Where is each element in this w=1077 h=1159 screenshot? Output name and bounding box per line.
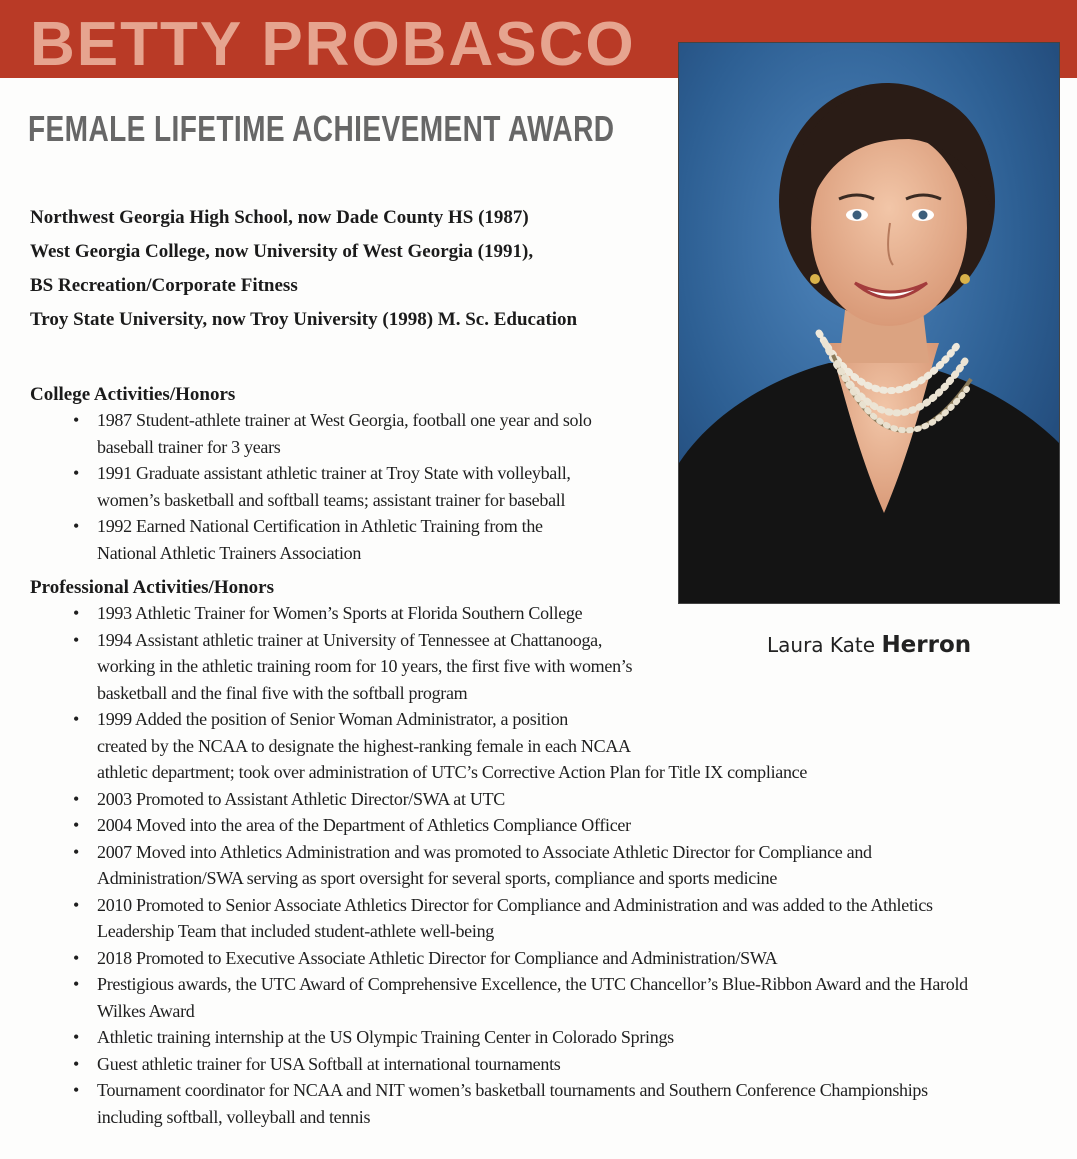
list-item <box>97 513 592 566</box>
list-item-line: National Athletic Trainers Association <box>97 542 362 563</box>
banner-title: BETTY PROBASCO <box>30 10 636 78</box>
list-item-line: including softball, volleyball and tennis <box>97 1106 371 1127</box>
list-item <box>97 786 968 813</box>
list-item-line: Wilkes Award <box>97 1000 195 1021</box>
list-item <box>97 706 968 786</box>
list-item <box>97 892 968 945</box>
list-item <box>97 839 968 892</box>
education-line: West Georgia College, now University of West Georgia (1991), <box>30 241 534 262</box>
professional-heading: Professional Activities/Honors <box>30 577 274 598</box>
list-item-line: • 1987 Student-athlete trainer at West Georgia, football one year and solo <box>97 410 592 430</box>
college-heading: College Activities/Honors <box>30 384 236 405</box>
education-line: Northwest Georgia High School, now Dade County HS (1987) <box>30 207 529 228</box>
list-item <box>97 407 592 460</box>
professional-list <box>97 600 968 1130</box>
list-item <box>97 971 968 1024</box>
honoree-photo <box>678 42 1060 604</box>
list-item <box>97 460 592 513</box>
list-item <box>97 627 968 707</box>
list-item <box>97 1077 968 1130</box>
list-item <box>97 600 968 627</box>
list-item-line: • 2010 Promoted to Senior Associate Athletics Director for Compliance and Administration and was added to the Athletics <box>97 894 933 915</box>
education-line: BS Recreation/Corporate Fitness <box>30 275 298 296</box>
education-list <box>30 201 577 337</box>
list-item-line: • 1991 Graduate assistant athletic trainer at Troy State with volleyball, <box>97 463 571 483</box>
list-item-line: • 1992 Earned National Certification in Athletic Training from the <box>97 516 543 536</box>
list-item-line: • 1993 Athletic Trainer for Women’s Sports at Florida Southern College <box>97 603 583 623</box>
list-item-line: • 1999 Added the position of Senior Woman Administrator, a position <box>97 709 568 729</box>
list-item-line: • 2003 Promoted to Assistant Athletic Director/SWA at UTC <box>97 788 505 809</box>
list-item-line: baseball trainer for 3 years <box>97 436 281 457</box>
list-item-line: basketball and the final five with the softball program <box>97 682 468 703</box>
list-item-line: • 2004 Moved into the area of the Department of Athletics Compliance Officer <box>97 815 631 835</box>
list-item-line: created by the NCAA to designate the highest-ranking female in each NCAA <box>97 735 631 756</box>
list-item-line: • Guest athletic trainer for USA Softball at international tournaments <box>97 1053 561 1074</box>
list-item <box>97 1051 968 1078</box>
list-item <box>97 812 968 839</box>
list-item-line: • Prestigious awards, the UTC Award of Comprehensive Excellence, the UTC Chancellor’s Blue-Ribbon Award and the Harold <box>97 974 968 994</box>
list-item-line: • 1994 Assistant athletic trainer at University of Tennessee at Chattanooga, <box>97 629 603 650</box>
education-line: Troy State University, now Troy University (1998) M. Sc. Education <box>30 309 578 330</box>
list-item-line: women’s basketball and softball teams; assistant trainer for baseball <box>97 489 566 510</box>
honoree-last-name: Herron <box>881 632 972 658</box>
list-item-line: • 2007 Moved into Athletics Administration and was promoted to Associate Athletic Director for Compliance and <box>97 841 872 862</box>
college-list <box>97 407 592 566</box>
list-item-line: • 2018 Promoted to Executive Associate Athletic Director for Compliance and Administration/SWA <box>97 947 778 968</box>
list-item-line: working in the athletic training room for 10 years, the first five with women’s <box>97 656 633 676</box>
list-item-line: • Athletic training internship at the US Olympic Training Center in Colorado Springs <box>97 1027 674 1047</box>
list-item-line: • Tournament coordinator for NCAA and NIT women’s basketball tournaments and Southern Conference Championships <box>97 1080 928 1100</box>
list-item <box>97 1024 968 1051</box>
list-item-line: athletic department; took over administration of UTC’s Corrective Action Plan for Title IX compliance <box>97 762 808 782</box>
honoree-first-names: Laura Kate <box>767 633 876 657</box>
list-item-line: Administration/SWA serving as sport oversight for several sports, compliance and sports medicine <box>97 868 778 888</box>
award-title: FEMALE LIFETIME ACHIEVEMENT AWARD <box>28 108 615 149</box>
list-item <box>97 945 968 972</box>
list-item-line: Leadership Team that included student-athlete well-being <box>97 921 494 941</box>
portrait-illustration <box>679 43 1059 603</box>
